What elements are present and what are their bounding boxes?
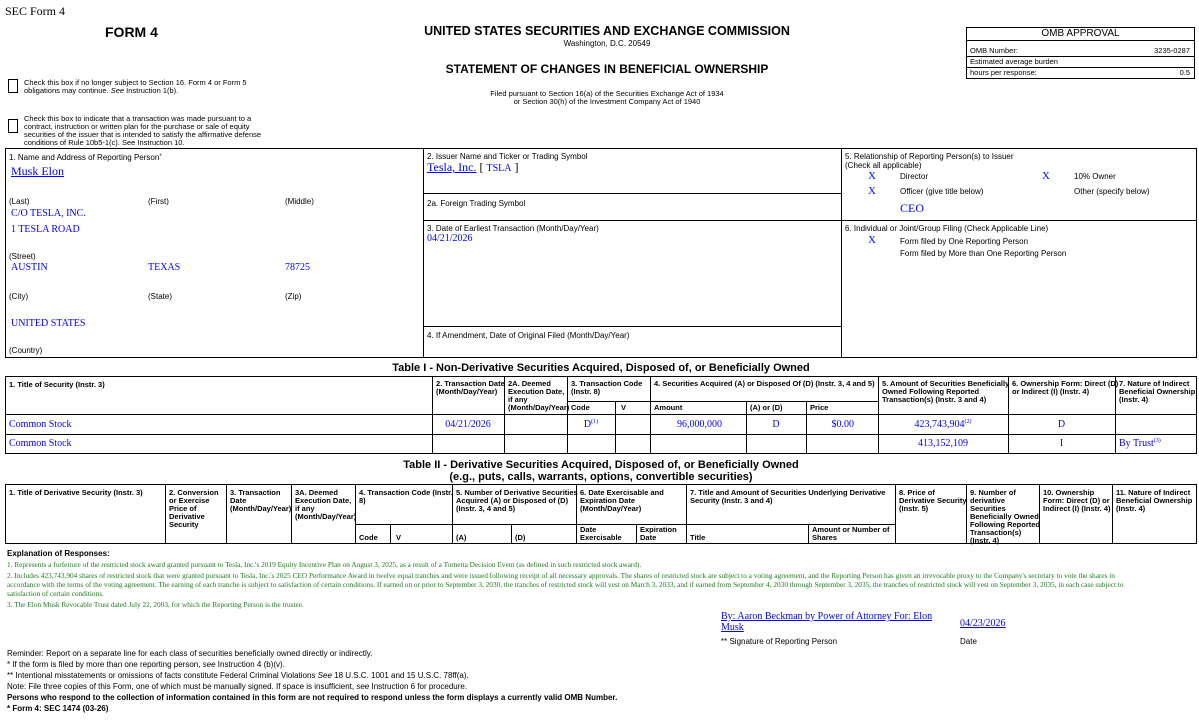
zip-label: (Zip) — [285, 292, 302, 301]
t1-r1-form: D — [1057, 419, 1066, 430]
t2-col-number: 5. Number of Derivative Securities Acquired (A) or Disposed of (D) (Instr. 3, 4 and 5) — [456, 488, 578, 513]
state-value: TEXAS — [148, 262, 181, 273]
signature-date: 04/23/2026 — [960, 618, 1006, 629]
omb-approval-box — [966, 27, 1195, 79]
t1-r1-title: Common Stock — [9, 419, 72, 430]
t1-col-deemed: 2A. Deemed Execution Date, if any (Month/Day/Year) — [508, 379, 570, 412]
t2-col-date: 3. Transaction Date (Month/Day/Year) — [230, 488, 292, 513]
statement-title: STATEMENT OF CHANGES IN BENEFICIAL OWNERSHIP — [445, 62, 769, 76]
form-number: * Form 4: SEC 1474 (03-26) — [7, 704, 109, 713]
t1-col-date: 2. Transaction Date (Month/Day/Year) — [436, 379, 505, 396]
middle-label: (Middle) — [285, 197, 314, 206]
ten-percent-owner-label: 10% Owner — [1074, 172, 1116, 181]
earliest-transaction-date: 04/21/2026 — [427, 233, 473, 244]
table-row — [5, 434, 1197, 454]
t2-col-a: (A) — [456, 533, 467, 542]
address-line-2: 1 TESLA ROAD — [11, 224, 80, 235]
first-label: (First) — [148, 197, 169, 206]
rule-10b5-1-checkbox[interactable] — [8, 119, 18, 133]
t1-col-price: Price — [810, 403, 829, 412]
footnote-3: 3. The Elon Musk Revocable Trust dated July 22, 2003, for which the Reporting Person is the trustee. — [7, 600, 304, 609]
officer-title: CEO — [900, 201, 924, 215]
t2-col-underlying: 7. Title and Amount of Securities Underlying Derivative Security (Instr. 3 and 4) — [690, 488, 886, 505]
reminder-4: Note: File three copies of this Form, one of which must be manually signed. If space is insufficient, see Instruction 6 for procedure. — [7, 682, 468, 691]
omb-number-label: OMB Number: — [970, 46, 1018, 55]
agency-name: UNITED STATES SECURITIES AND EXCHANGE COMMISSION — [424, 24, 790, 38]
ticker-symbol: TSLA — [486, 163, 512, 174]
t2-col-nature: 11. Nature of Indirect Beneficial Ownership (Instr. 4) — [1116, 488, 1193, 513]
no-longer-subject-checkbox[interactable] — [8, 79, 18, 93]
omb-hours-value: 0.5 — [1179, 68, 1190, 77]
t1-col-form: 6. Ownership Form: Direct (D) or Indirect (I) (Instr. 4) — [1012, 379, 1119, 396]
t1-col-v: V — [621, 403, 627, 412]
t2-col-date-exercisable: Date Exercisable — [580, 525, 622, 542]
t2-col-code-sub: Code — [359, 533, 378, 542]
relationship-label: 5. Relationship of Reporting Person(s) to Issuer (Check all applicable) — [845, 152, 1014, 170]
signature-label: ** Signature of Reporting Person — [721, 637, 838, 646]
reminders — [7, 648, 1107, 714]
signature-date-label: Date — [960, 637, 977, 646]
ten-percent-owner-mark[interactable]: X — [1042, 170, 1050, 182]
t1-r1-owned: 423,743,904$^{(2)}$ — [914, 419, 972, 430]
t2-col-deemed: 3A. Deemed Execution Date, if any (Month/Day/Year) — [295, 488, 357, 521]
officer-mark[interactable]: X — [868, 185, 876, 197]
checkbox-no-longer-subject-text: Check this box if no longer subject to Section 16. Form 4 or Form 5 obligations may continue. See Instruction 1(b). — [24, 78, 247, 95]
issuer-name-link[interactable]: Tesla, Inc. — [427, 160, 477, 174]
address-line-1: C/O TESLA, INC. — [11, 208, 86, 219]
reporting-person-name[interactable]: Musk Elon — [11, 164, 65, 178]
agency-location: Washington, D.C. 20549 — [563, 39, 651, 48]
issuer-label: 2. Issuer Name and Ticker or Trading Symbol — [427, 152, 588, 161]
street-label: (Street) — [9, 252, 36, 261]
t1-col-nature: 7. Nature of Indirect Beneficial Ownership (Instr. 4) — [1119, 379, 1196, 404]
one-person-label: Form filed by One Reporting Person — [900, 237, 1029, 246]
t1-col-code-sub: Code — [571, 403, 590, 412]
t2-col-d: (D) — [515, 533, 526, 542]
t2-col-underlying-amount: Amount or Number of Shares — [812, 525, 890, 542]
t2-col-price: 8. Price of Derivative Security (Instr. 5) — [899, 488, 967, 513]
reminder-3: ** Intentional misstatements or omissions of facts constitute Federal Criminal Violations See 18 U.S.C. 1001 and 15 U.S.C. 78ff(a). — [7, 671, 469, 680]
omb-hours-label: hours per response: — [970, 68, 1037, 77]
t1-col-acquired: 4. Securities Acquired (A) or Disposed Of (D) (Instr. 3, 4 and 5) — [654, 379, 875, 388]
filed-pursuant-text: Filed pursuant to Section 16(a) of the Securities Exchange Act of 1934 or Section 30(h) of the Investment Company Act of 1940 — [490, 89, 724, 106]
form-title: FORM 4 — [105, 24, 158, 40]
foreign-trading-label: 2a. Foreign Trading Symbol — [427, 199, 526, 208]
explanation-title: Explanation of Responses: — [7, 549, 110, 558]
t1-r1-ad: D — [772, 419, 780, 430]
t1-r2-title: Common Stock — [9, 438, 72, 449]
director-label: Director — [900, 172, 929, 181]
signature[interactable]: By: Aaron Beckman by Power of Attorney For: Elon Musk — [721, 611, 933, 633]
footnote-1: 1. Represents a forfeiture of the restricted stock award granted pursuant to Tesla, Inc.'s 2019 Equity Incentive Plan on August 3, 2025, as a result of a Tornetta Decision Event (as defined in such restricted stock award). — [7, 560, 642, 569]
reminder-5: Persons who respond to the collection of information contained in this form are not required to respond unless the form displays a currently valid OMB Number. — [7, 693, 618, 702]
checkbox-10b5-1-text: Check this box to indicate that a transaction was made pursuant to a contract, instruction or written plan for the purchase or sale of equity securities of the issuer that is intended to satisfy the affirmative defense conditions of Rule 10b5-1(c). See Instruction 10. — [24, 114, 262, 147]
t1-r1-amount: 96,000,000 — [677, 419, 722, 430]
officer-label: Officer (give title below) — [900, 187, 984, 196]
t2-col-owned: 9. Number of derivative Securities Beneficially Owned Following Reported Transaction(s) (Instr. 4) — [970, 488, 1040, 545]
t2-col-underlying-title: Title — [690, 533, 706, 542]
table-row — [5, 414, 1197, 434]
sec-form-label: SEC Form 4 — [5, 4, 66, 18]
table1-title: Table I - Non-Derivative Securities Acquired, Disposed of, or Beneficially Owned — [392, 362, 810, 374]
t1-col-amount: Amount — [654, 403, 683, 412]
t1-r2-nature: By Trust$^{(3)}$ — [1119, 438, 1161, 449]
filing-type-label: 6. Individual or Joint/Group Filing (Check Applicable Line) — [845, 224, 1049, 233]
t1-col-code: 3. Transaction Code (Instr. 8) — [571, 379, 643, 396]
t1-col-owned: 5. Amount of Securities Beneficially Owned Following Reported Transaction(s) (Instr. 3 and 4) — [882, 379, 1010, 404]
footnotes — [7, 560, 1195, 609]
t2-col-code: 4. Transaction Code (Instr. 8) — [359, 488, 453, 505]
omb-number-value: 3235-0287 — [1154, 46, 1190, 55]
t2-col-form: 10. Ownership Form: Direct (D) or Indirect (I) (Instr. 4) — [1043, 488, 1111, 513]
t2-col-title: 1. Title of Derivative Security (Instr. 3) — [9, 488, 143, 497]
omb-title: OMB APPROVAL — [967, 28, 1194, 41]
table2-title: Table II - Derivative Securities Acquired, Disposed of, or Beneficially Owned (e.g., puts, calls, warrants, options, convertible securities) — [403, 459, 799, 483]
country-value: UNITED STATES — [11, 318, 86, 329]
city-label: (City) — [9, 292, 29, 301]
t2-col-conversion: 2. Conversion or Exercise Price of Derivative Security — [169, 488, 219, 529]
t1-r2-form: I — [1059, 438, 1064, 449]
t1-r1-date: 04/21/2026 — [445, 419, 491, 430]
one-person-mark[interactable]: X — [868, 234, 876, 246]
state-label: (State) — [148, 292, 173, 301]
t1-col-ad: (A) or (D) — [750, 403, 783, 412]
last-label: (Last) — [9, 197, 30, 206]
reporting-person-label: 1. Name and Address of Reporting Person* — [9, 153, 162, 162]
reminder-2: * If the form is filed by more than one reporting person, see Instruction 4 (b)(v). — [7, 660, 285, 669]
more-persons-label: Form filed by More than One Reporting Person — [900, 249, 1067, 258]
amendment-label: 4. If Amendment, Date of Original Filed (Month/Day/Year) — [427, 331, 630, 340]
t2-col-v: V — [396, 533, 402, 542]
t2-col-exercisable: 6. Date Exercisable and Expiration Date (Month/Day/Year) — [580, 488, 664, 513]
t1-r1-code: $D^{(1)}$ — [583, 419, 599, 430]
other-label: Other (specify below) — [1074, 187, 1150, 196]
omb-burden-label: Estimated average burden — [970, 57, 1058, 66]
issuer-name-ticker: Tesla, Inc. [ TSLA ] — [427, 160, 519, 174]
director-mark[interactable]: X — [868, 170, 876, 182]
t1-r2-owned: 413,152,109 — [918, 438, 968, 449]
footnote-2: 2. Includes 423,743,904 shares of restricted stock that were granted pursuant to Tesla, Inc.'s 2025 CEO Performance Award in twelve equal tranches and were issued following receipt of all necessary approvals. The shares of restricted stock are subject to a voting agreement, and the Reporting Person has given an irrevocable proxy to the Company's secretary to vote the shares in accordance with the terms of the voting agreement. The earning of each tranche is subject to satisfaction of certain conditions. If earned on or prior to September 3, 2030, the tranches of restricted stock will vest on March 3, 2033, and if earned from September 4, 2030 through September 3, 2035, the tranches of restricted stock will vest on September 3, 2035, in each case subject to satisfaction of certain conditions. — [7, 571, 1124, 598]
t1-col-title: 1. Title of Security (Instr. 3) — [9, 380, 105, 389]
t1-r1-price: $0.00 — [831, 419, 854, 430]
zip-value: 78725 — [285, 262, 310, 273]
earliest-transaction-label: 3. Date of Earliest Transaction (Month/Day/Year) — [427, 224, 599, 233]
country-label: (Country) — [9, 346, 43, 355]
city-value: AUSTIN — [11, 262, 48, 273]
t2-col-expiration: Expiration Date — [640, 525, 677, 542]
reminder-1: Reminder: Report on a separate line for each class of securities beneficially owned directly or indirectly. — [7, 649, 373, 658]
